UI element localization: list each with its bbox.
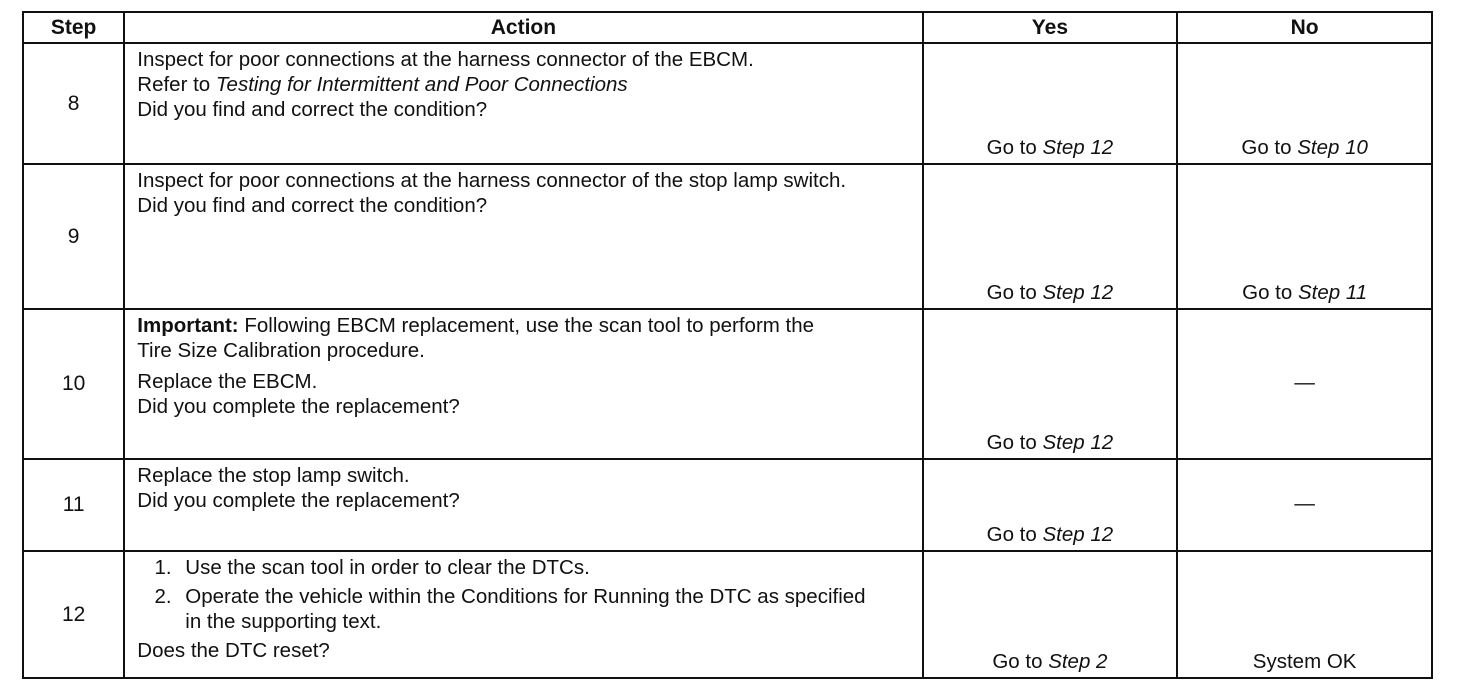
header-action: Action <box>124 12 922 43</box>
table-row <box>23 43 1432 164</box>
important-label: Important: <box>137 314 239 337</box>
table-row <box>23 309 1432 459</box>
no-value: — <box>1294 370 1315 394</box>
yes-result: Go to Step 12 <box>923 164 1178 309</box>
header-no: No <box>1177 12 1432 43</box>
yes-step-ref: Step 2 <box>1048 650 1108 673</box>
no-value: System OK <box>1252 650 1357 673</box>
reference-link: Testing for Intermittent and Poor Connections <box>215 73 628 96</box>
table-row <box>23 459 1432 551</box>
diagnostic-table <box>22 11 1433 679</box>
yes-result: Go to Step 12 <box>923 459 1178 551</box>
yes-step-ref: Step 12 <box>1042 523 1114 546</box>
action-text: Inspect for poor connections at the harness connector of the EBCM. <box>137 48 754 71</box>
action-text: Replace the EBCM. <box>137 370 318 393</box>
action-question: Did you find and correct the condition? <box>137 194 488 217</box>
no-result <box>1177 309 1432 459</box>
yes-step-ref: Step 12 <box>1042 136 1114 159</box>
action-text: Inspect for poor connections at the harness connector of the stop lamp switch. <box>137 169 847 192</box>
action-text: Replace the stop lamp switch. <box>137 464 410 487</box>
header-yes: Yes <box>923 12 1178 43</box>
action-cell <box>124 459 922 551</box>
yes-result: Go to Step 12 <box>923 309 1178 459</box>
no-step-ref: Step 11 <box>1297 281 1368 304</box>
table-row <box>23 551 1432 678</box>
procedure-list <box>137 555 877 634</box>
header-step: Step <box>23 12 124 43</box>
step-number: 10 <box>23 309 124 459</box>
no-value: — <box>1294 491 1315 515</box>
action-cell <box>124 309 922 459</box>
step-number: 8 <box>23 43 124 164</box>
action-cell <box>124 551 922 678</box>
action-question: Does the DTC reset? <box>137 639 330 662</box>
no-result <box>1177 459 1432 551</box>
action-cell <box>124 43 922 164</box>
yes-step-ref: Step 12 <box>1042 281 1114 304</box>
table-row <box>23 164 1432 309</box>
yes-result: Go to Step 12 <box>923 43 1178 164</box>
action-reference: Refer to Testing for Intermittent and Poor Connections <box>137 73 628 96</box>
important-note: Important: Following EBCM replacement, use the scan tool to perform the Tire Size Calibration procedure. <box>137 314 815 362</box>
action-question: Did you find and correct the condition? <box>137 98 488 121</box>
no-step-ref: Step 10 <box>1297 136 1368 159</box>
action-question: Did you complete the replacement? <box>137 489 460 512</box>
step-number: 12 <box>23 551 124 678</box>
yes-step-ref: Step 12 <box>1042 431 1114 454</box>
no-result: Go to Step 11 <box>1177 164 1432 309</box>
action-cell <box>124 164 922 309</box>
yes-result: Go to Step 2 <box>923 551 1178 678</box>
action-question: Did you complete the replacement? <box>137 395 460 418</box>
list-item: 2. Operate the vehicle within the Conditions for Running the DTC as specified in the supporting text. <box>177 584 877 634</box>
list-item: 1. Use the scan tool in order to clear the DTCs. <box>177 555 877 580</box>
no-result <box>1177 551 1432 678</box>
step-number: 9 <box>23 164 124 309</box>
no-result: Go to Step 10 <box>1177 43 1432 164</box>
header-row <box>23 12 1432 43</box>
step-number: 11 <box>23 459 124 551</box>
